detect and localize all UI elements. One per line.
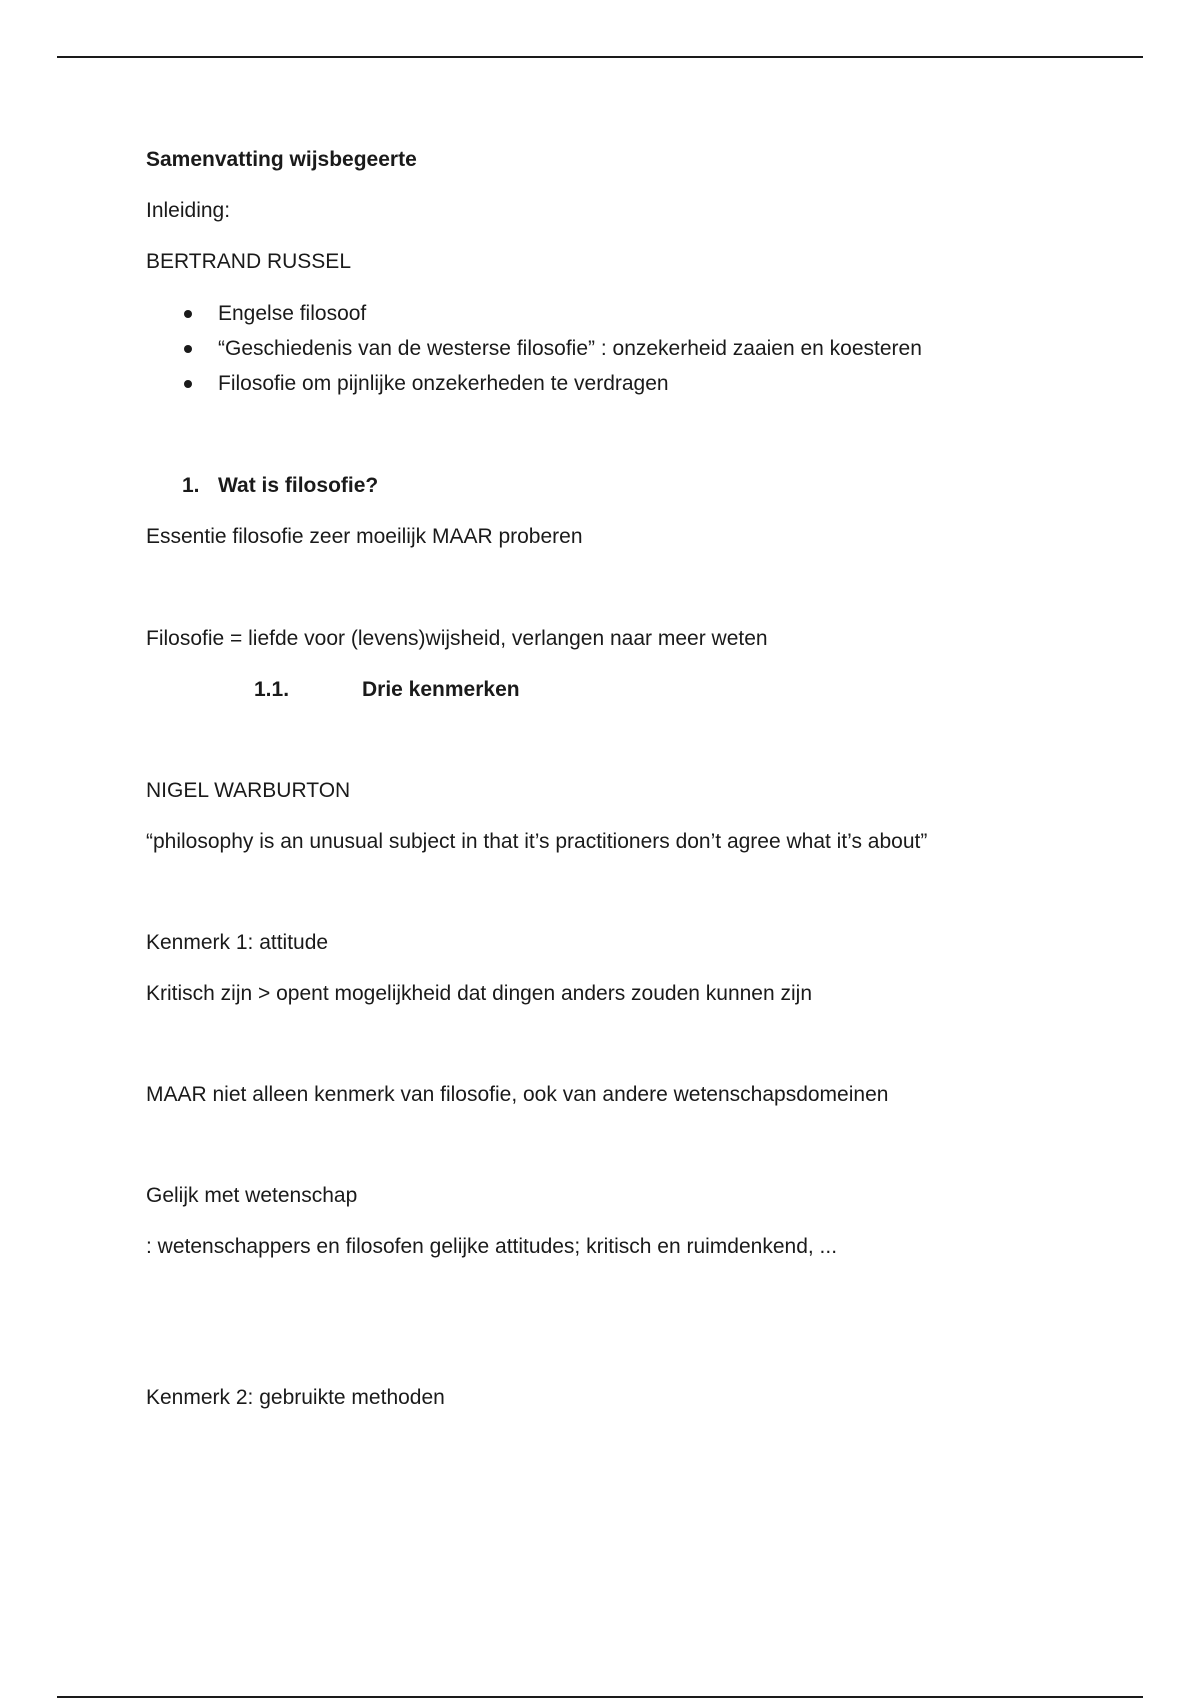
document-title: Samenvatting wijsbegeerte (146, 148, 417, 171)
paragraph-wetenschappers: : wetenschappers en filosofen gelijke attitudes; kritisch en ruimdenkend, ... (146, 1235, 838, 1258)
russel-bullet-list (182, 301, 922, 406)
section-1-1-title: Drie kenmerken (362, 678, 520, 701)
bottom-rule (57, 1696, 1143, 1698)
quote-warburton: “philosophy is an unusual subject in that it’s practitioners don’t agree what it’s about” (146, 830, 928, 853)
paragraph-gelijk: Gelijk met wetenschap (146, 1184, 358, 1207)
section-1-number: 1. (182, 474, 200, 497)
list-item: Engelse filosoof (182, 301, 922, 336)
bullet-icon (184, 310, 192, 318)
kenmerk-1-heading: Kenmerk 1: attitude (146, 931, 329, 954)
paragraph-kritisch: Kritisch zijn > opent mogelijkheid dat dingen anders zouden kunnen zijn (146, 982, 813, 1005)
intro-label: Inleiding: (146, 199, 231, 222)
section-1-heading (182, 473, 378, 499)
kenmerk-2-heading: Kenmerk 2: gebruikte methoden (146, 1386, 445, 1409)
paragraph-definitie: Filosofie = liefde voor (levens)wijsheid, verlangen naar meer weten (146, 627, 768, 650)
author-nigel-warburton: NIGEL WARBURTON (146, 779, 351, 802)
bullet-icon (184, 380, 192, 388)
list-item: Filosofie om pijnlijke onzekerheden te verdragen (182, 371, 922, 406)
top-rule (57, 56, 1143, 58)
bullet-icon (184, 345, 192, 353)
paragraph-maar: MAAR niet alleen kenmerk van filosofie, ook van andere wetenschapsdomeinen (146, 1083, 889, 1106)
section-1-1-heading (254, 677, 520, 703)
section-1-1-number: 1.1. (254, 678, 290, 701)
author-bertrand-russel: BERTRAND RUSSEL (146, 250, 351, 273)
list-item: “Geschiedenis van de westerse filosofie” : onzekerheid zaaien en koesteren (182, 336, 922, 371)
paragraph-essentie: Essentie filosofie zeer moeilijk MAAR proberen (146, 525, 583, 548)
section-1-title: Wat is filosofie? (218, 474, 379, 497)
